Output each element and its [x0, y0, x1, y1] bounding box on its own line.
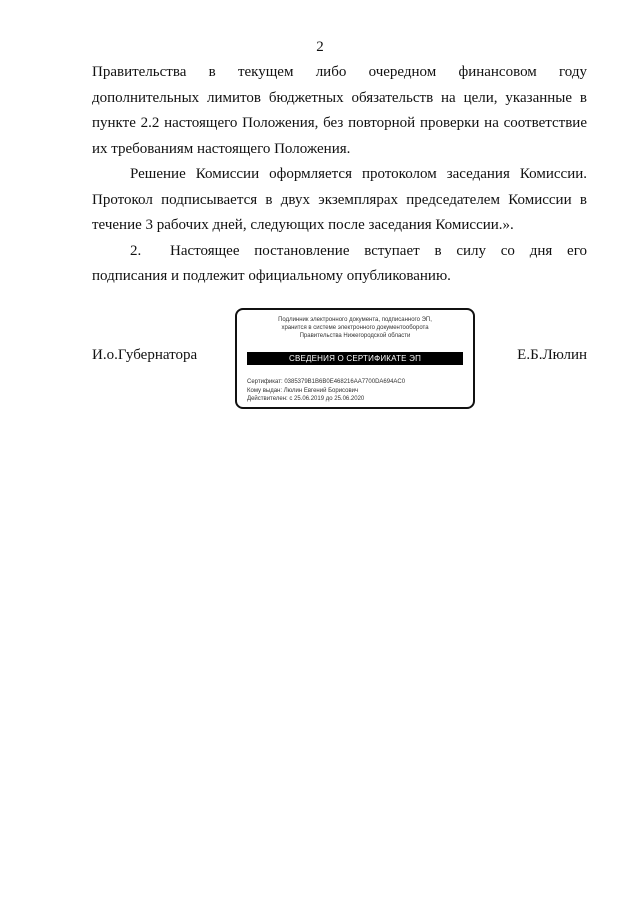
text-line: дополнительных лимитов бюджетных обязательств на цели, указанные в — [92, 89, 587, 106]
paragraph-item-2 — [92, 239, 587, 290]
stamp-header — [243, 316, 467, 340]
text-line: их требованиям настоящего Положения. — [92, 140, 351, 157]
numbered-line — [92, 239, 587, 265]
issued-to-row — [247, 387, 465, 396]
certificate-label: Сертификат: — [247, 379, 283, 385]
electronic-signature-stamp — [235, 308, 475, 409]
stamp-header-line: Подлинник электронного документа, подписанного ЭП, — [278, 317, 432, 323]
text-line: Настоящее постановление вступает в силу со дня его — [170, 242, 587, 259]
signatory-name: Е.Б.Люлин — [517, 347, 587, 363]
stamp-header-line: Правительства Нижегородской области — [299, 333, 411, 339]
text-line: Решение Комиссии оформляется протоколом заседания Комиссии. — [130, 166, 587, 182]
text-line: течение 3 рабочих дней, следующих после заседания Комиссии.». — [92, 217, 514, 233]
document-body — [92, 60, 587, 290]
certificate-value: 0385379B1B6B0E468216AA7700DA694AC0 — [284, 379, 406, 385]
certificate-row — [247, 378, 465, 387]
issued-to-value: Люлин Евгений Борисович — [283, 387, 359, 394]
validity-value: с 25.06.2019 до 25.06.2020 — [289, 396, 365, 402]
stamp-title-bar: СВЕДЕНИЯ О СЕРТИФИКАТЕ ЭП — [247, 352, 463, 365]
paragraph-continuation — [92, 60, 587, 162]
text-line: Протокол подписывается в двух экземплярах председателем Комиссии в — [92, 191, 587, 208]
page-number: 2 — [316, 39, 324, 55]
paragraph-protocol — [92, 162, 587, 239]
text-line: подписания и подлежит официальному опубликованию. — [92, 268, 451, 284]
text-line: Правительства в текущем либо очередном финансовом году — [92, 64, 587, 80]
signatory-title: И.о.Губернатора — [92, 347, 198, 363]
item-number: 2. — [130, 242, 142, 259]
validity-label: Действителен: — [247, 396, 288, 402]
stamp-details — [247, 378, 465, 404]
validity-row — [247, 395, 465, 404]
text-line: пункте 2.2 настоящего Положения, без повторной проверки на соответствие — [92, 115, 587, 131]
stamp-header-line: хранится в системе электронного документооборота — [281, 325, 429, 331]
issued-to-label: Кому выдан: — [247, 387, 283, 394]
